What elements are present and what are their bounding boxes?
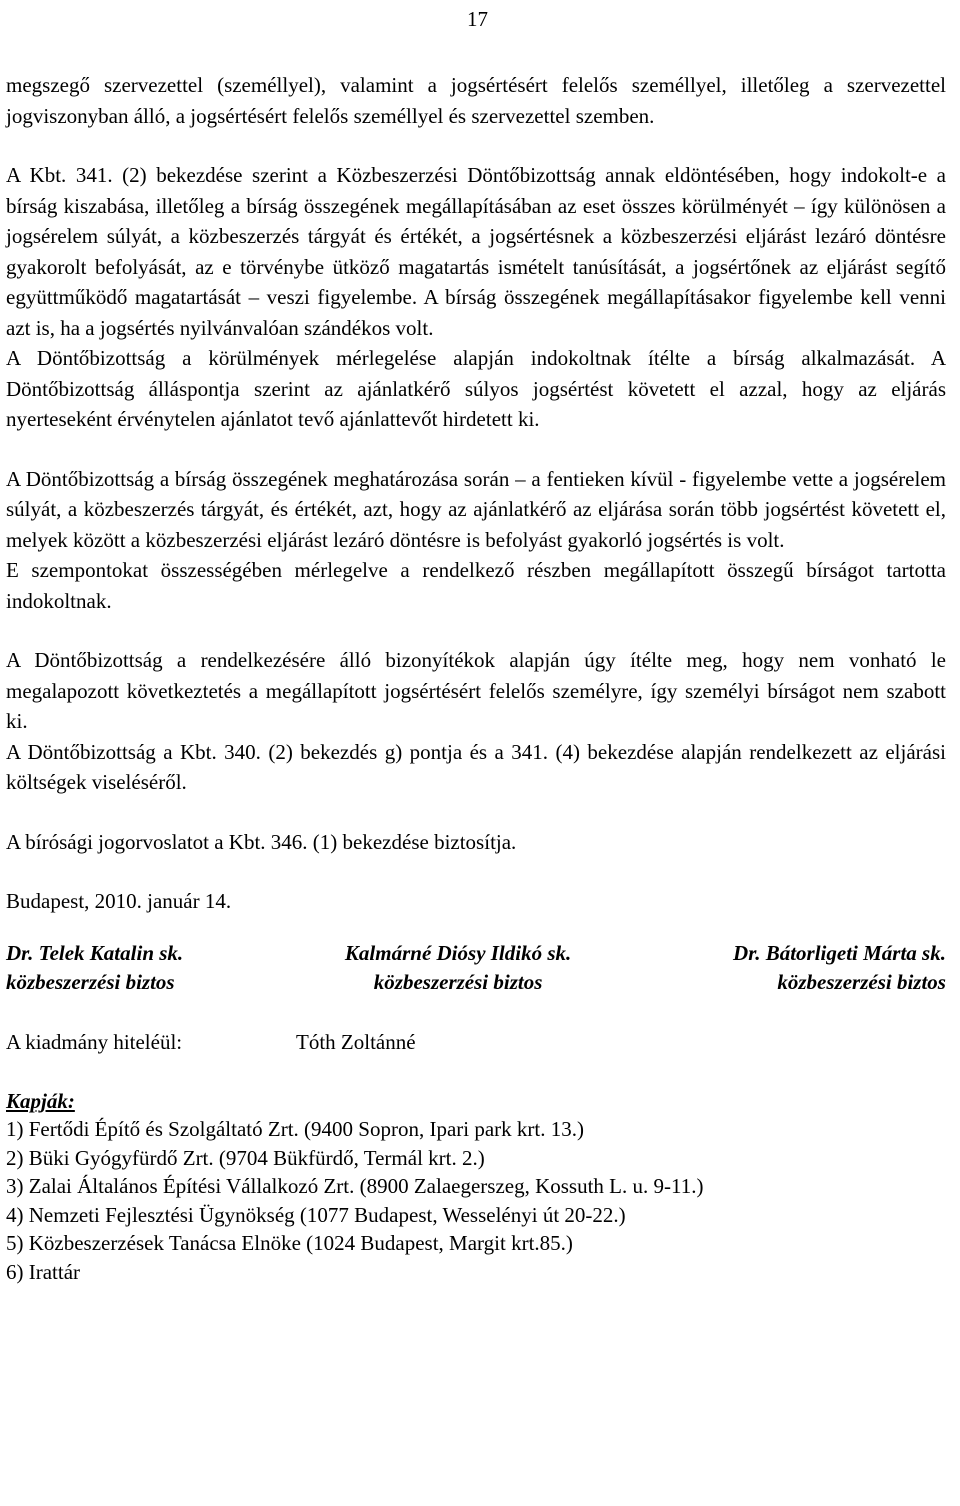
signature-3 [733, 939, 946, 997]
signer-name: Kalmárné Diósy Ildikó sk. [344, 940, 572, 965]
paragraph-3: A Döntőbizottság a körülmények mérlegelése alapján indokoltnak ítélte a bírság alkalmazását. A Döntőbizottság álláspontja szerint az ajánlatkérő súlyos jogsértést követett el azzal, hogy az eljárás nyerteseként érvénytelen ajánlatot tevő ajánlattevőt hirdetett ki. [6, 346, 946, 431]
list-item: 3) Zalai Általános Építési Vállalkozó Zrt. (8900 Zalaegerszeg, Kossuth L. u. 9-11.) [6, 1174, 704, 1198]
list-item: 4) Nemzeti Fejlesztési Ügynökség (1077 Budapest, Wesselényi út 20-22.) [6, 1202, 626, 1227]
paragraph-6: A Döntőbizottság a rendelkezésére álló bizonyítékok alapján úgy ítélte meg, hogy nem vonható le megalapozott következtetés a megállapított jogsértésért felelős személyre, így személyi bírságot nem szabott ki. [6, 648, 946, 733]
recipients-title: Kapják: [6, 1089, 75, 1113]
recipients-list [6, 1115, 946, 1286]
signature-1 [6, 939, 183, 997]
signature-block [6, 939, 946, 997]
certification-row [6, 1027, 946, 1058]
list-item: 2) Büki Gyógyfürdő Zrt. (9704 Bükfürdő, Termál krt. 2.) [6, 1145, 485, 1170]
paragraph-7: A Döntőbizottság a Kbt. 340. (2) bekezdés g) pontja és a 341. (4) bekezdése alapján rendelkezett az eljárási költségek viseléséről. [6, 739, 946, 794]
list-item: 5) Közbeszerzések Tanácsa Elnöke (1024 Budapest, Margit krt.85.) [6, 1231, 573, 1255]
signer-name: Dr. Bátorligeti Márta sk. [733, 940, 946, 965]
date-line: Budapest, 2010. január 14. [6, 889, 232, 913]
signer-name: Dr. Telek Katalin sk. [6, 940, 184, 965]
document-body [6, 70, 946, 1286]
paragraph-2: A Kbt. 341. (2) bekezdése szerint a Közbeszerzési Döntőbizottság annak eldöntésében, hogy indokolt-e a bírság kiszabása, illetőleg a bírság összegének megállapításában az eset összes körülményét – így különösen a jogsérelem súlyát, a közbeszerzés tárgyát és értékét, a jogsértésnek a közbeszerzési eljárást lezáró döntésre gyakorolt befolyását, az e törvénybe ütköző magatartás ismételt tanúsítását, a jogsértőnek az eljárást segítő együttműködő magatartását – veszi figyelembe. A bírság összegének megállapításakor figyelembe kell venni azt is, ha a jogsértés nyilvánvalóan szándékos volt. [6, 163, 946, 340]
certification-label: A kiadmány hiteléül: [6, 1029, 183, 1054]
paragraph-1: megszegő szervezettel (személlyel), valamint a jogsértésért felelős személlyel, illetőleg a szervezettel jogviszonyban álló, a jogsértésért felelős személlyel és szervezettel szemben. [6, 73, 946, 128]
signer-role: közbeszerzési biztos [777, 969, 946, 994]
certification-name: Tóth Zoltánné [296, 1029, 416, 1054]
list-item: 6) Irattár [6, 1259, 81, 1284]
signer-role: közbeszerzési biztos [6, 969, 175, 994]
paragraph-5: E szempontokat összességében mérlegelve a rendelkező részben megállapított összegű bírságot tartotta indokoltnak. [6, 558, 946, 613]
page-number: 17 [467, 7, 488, 31]
paragraph-8: A bírósági jogorvoslatot a Kbt. 346. (1) bekezdése biztosítja. [6, 829, 517, 854]
paragraph-4: A Döntőbizottság a bírság összegének meghatározása során – a fentieken kívül - figyelembe vette a jogsérelem súlyát, a közbeszerzés tárgyát, és értékét, azt, hogy az ajánlatkérő az eljárása során több jogsértést követett el, melyek között a közbeszerzési eljárást lezáró döntésre is befolyást gyakorló jogsértés is volt. [6, 466, 946, 552]
list-item: 1) Fertődi Építő és Szolgáltató Zrt. (9400 Sopron, Ipari park krt. 13.) [6, 1117, 584, 1141]
signer-role: közbeszerzési biztos [373, 969, 543, 994]
signature-2 [345, 939, 571, 997]
